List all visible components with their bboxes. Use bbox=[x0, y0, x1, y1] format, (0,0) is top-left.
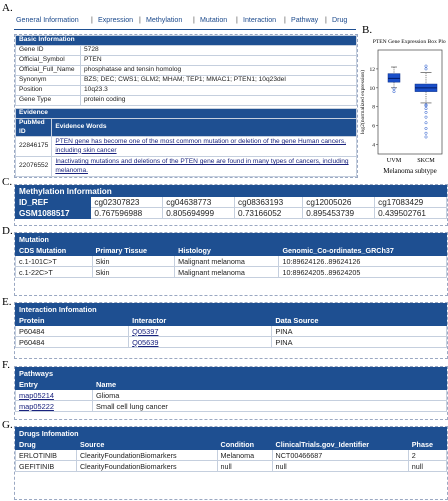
basic-info-key: Position bbox=[16, 86, 81, 96]
chart-title: PTEN Gene Expression Box Plot bbox=[372, 39, 446, 45]
outlier-point bbox=[425, 107, 427, 109]
plot-frame bbox=[378, 50, 442, 154]
basic-info-key: Gene ID bbox=[16, 46, 81, 56]
interaction-header: Interactor bbox=[129, 315, 272, 326]
primary-tissue: Skin bbox=[92, 267, 175, 278]
interaction-header: Data Source bbox=[272, 315, 447, 326]
drug-header: Phase bbox=[408, 439, 446, 450]
evidence-text bbox=[52, 157, 357, 177]
tab-general-information[interactable]: General Information bbox=[16, 16, 79, 24]
methylation-header: cg04638773 bbox=[163, 197, 235, 208]
interaction-panel bbox=[14, 302, 448, 359]
basic-info-value: 5728 bbox=[81, 46, 357, 56]
mutation-header: Genomic_Co-ordinates_GRCh37 bbox=[279, 245, 447, 256]
table-row bbox=[16, 157, 357, 177]
table-row bbox=[16, 256, 447, 267]
tabs-underline bbox=[14, 29, 356, 30]
methylation-table bbox=[15, 185, 447, 219]
outlier-point bbox=[425, 127, 427, 129]
basic-info-key: Official_Symbol bbox=[16, 56, 81, 66]
interaction-table bbox=[15, 303, 447, 348]
tab-drug[interactable]: Drug bbox=[332, 16, 348, 24]
cds-mutation: c.1-101C>T bbox=[16, 256, 93, 267]
panel-label-b: B. bbox=[362, 24, 373, 36]
basic-info-value: 10q23.3 bbox=[81, 86, 357, 96]
histology: Malignant melanoma bbox=[175, 267, 279, 278]
methylation-header: cg08363193 bbox=[235, 197, 303, 208]
y-tick-label: 4 bbox=[372, 142, 375, 149]
methylation-value: 0.439502761 bbox=[375, 208, 447, 219]
outlier-point bbox=[425, 68, 427, 70]
outlier-point bbox=[425, 65, 427, 67]
y-axis-label: log2(normalized expression) bbox=[360, 69, 366, 135]
pathway-header: Entry bbox=[16, 379, 93, 390]
methylation-value: 0.73166052 bbox=[235, 208, 303, 219]
methylation-header: cg12005026 bbox=[303, 197, 375, 208]
evidence-link[interactable]: Inactivating mutations and deletions of the PTEN gene are found in many types of cancers, including melanoma. bbox=[55, 158, 349, 174]
outlier-point bbox=[425, 136, 427, 138]
tab-separator: | bbox=[284, 16, 286, 24]
methylation-title: Methylation Information bbox=[16, 186, 447, 197]
basic-info-value: protein coding bbox=[81, 96, 357, 106]
tab-separator: | bbox=[193, 16, 195, 24]
pathway-header: Name bbox=[93, 379, 447, 390]
pubmed-id: 22846175 bbox=[16, 137, 52, 157]
drug-header: Source bbox=[76, 439, 217, 450]
drug-header: Condition bbox=[217, 439, 272, 450]
drug-source: ClearityFoundationBiomarkers bbox=[76, 450, 217, 461]
basic-info-value: BZS; DEC; CWS1; GLM2; MHAM; TEP1; MMAC1; PTEN1; 10q23del bbox=[81, 76, 357, 86]
table-row bbox=[16, 401, 447, 412]
pathway-entry-cell bbox=[16, 401, 93, 412]
primary-tissue: Skin bbox=[92, 256, 175, 267]
table-row bbox=[16, 267, 447, 278]
y-tick-label: 12 bbox=[369, 66, 375, 73]
table-row bbox=[16, 450, 447, 461]
tab-expression[interactable]: Expression bbox=[98, 16, 134, 24]
tab-separator: | bbox=[325, 16, 327, 24]
pathway-name: Glioma bbox=[93, 390, 447, 401]
sample-id: GSM1088517 bbox=[16, 208, 91, 219]
pathway-table bbox=[15, 367, 447, 412]
drug-condition: Melanoma bbox=[217, 450, 272, 461]
y-tick-label: 10 bbox=[369, 85, 375, 92]
pathway-panel bbox=[14, 366, 448, 420]
evidence-col-words: Evidence Words bbox=[52, 119, 357, 137]
interaction-header: Protein bbox=[16, 315, 129, 326]
basic-info-key: Official_Full_Name bbox=[16, 66, 81, 76]
drug-panel bbox=[14, 426, 448, 500]
tab-separator: | bbox=[236, 16, 238, 24]
drug-name: GEFITINIB bbox=[16, 461, 77, 472]
x-axis-label: Melanoma subtype bbox=[383, 167, 437, 175]
evidence-link[interactable]: PTEN gene has become one of the most common mutation or deletion of the gene Human cancers, including skin cancer bbox=[55, 138, 346, 154]
genomic-coordinates: 10:89624205..89624205 bbox=[279, 267, 447, 278]
evidence-col-pubmed: PubMed ID bbox=[16, 119, 52, 137]
mutation-panel bbox=[14, 232, 448, 296]
y-tick-label: 6 bbox=[372, 123, 375, 130]
pathway-entry-link[interactable]: map05214 bbox=[19, 390, 54, 400]
outlier-point bbox=[425, 116, 427, 118]
tab-interaction[interactable]: Interaction bbox=[243, 16, 277, 24]
table-row bbox=[16, 66, 357, 76]
mutation-title: Mutation bbox=[16, 234, 447, 245]
pubmed-id: 22076552 bbox=[16, 157, 52, 177]
histology: Malignant melanoma bbox=[175, 256, 279, 267]
table-row bbox=[16, 326, 447, 337]
mutation-header: Primary Tissue bbox=[92, 245, 175, 256]
data-source: PINA bbox=[272, 337, 447, 348]
methylation-header: cg02307823 bbox=[91, 197, 163, 208]
outlier-point bbox=[425, 111, 427, 113]
table-row bbox=[16, 56, 357, 66]
panel-label-g: G. bbox=[2, 419, 13, 431]
interaction-title: Interaction Infomation bbox=[16, 304, 447, 315]
methylation-value: 0.767596988 bbox=[91, 208, 163, 219]
data-source: PINA bbox=[272, 326, 447, 337]
gene-nav-tabs bbox=[14, 16, 356, 30]
drug-condition: null bbox=[217, 461, 272, 472]
basic-info-value: PTEN bbox=[81, 56, 357, 66]
methylation-header: ID_REF bbox=[16, 197, 91, 208]
clinical-trial-id: NCT00466687 bbox=[272, 450, 408, 461]
drug-header: ClinicalTrials.gov_Identifier bbox=[272, 439, 408, 450]
interactor-link[interactable]: Q05397 bbox=[132, 326, 159, 336]
outlier-point bbox=[425, 132, 427, 134]
tab-separator: | bbox=[91, 16, 93, 24]
panel-label-c: C. bbox=[2, 176, 13, 188]
tab-pathway[interactable]: Pathway bbox=[291, 16, 319, 24]
interactor-cell bbox=[129, 326, 272, 337]
methylation-panel bbox=[14, 184, 448, 226]
basic-info-key: Synonym bbox=[16, 76, 81, 86]
expression-boxplot bbox=[358, 36, 446, 176]
expression-boxplot-panel bbox=[358, 36, 446, 176]
methylation-value: 0.805694999 bbox=[163, 208, 235, 219]
table-row bbox=[16, 208, 447, 219]
table-row bbox=[16, 96, 357, 106]
clinical-trial-id: null bbox=[272, 461, 408, 472]
panel-label-a: A. bbox=[2, 2, 13, 14]
drug-source: ClearityFoundationBiomarkers bbox=[76, 461, 217, 472]
tab-methylation[interactable]: Methylation bbox=[146, 16, 183, 24]
tab-mutation[interactable]: Mutation bbox=[200, 16, 228, 24]
evidence-table bbox=[15, 108, 357, 177]
drug-title: Drugs Infomation bbox=[16, 428, 447, 439]
evidence-title: Evidence bbox=[16, 109, 357, 119]
table-row bbox=[16, 337, 447, 348]
basic-info-table bbox=[15, 35, 357, 106]
drug-phase: null bbox=[408, 461, 446, 472]
pathway-entry-link[interactable]: map05222 bbox=[19, 401, 54, 411]
drug-table bbox=[15, 427, 447, 472]
mutation-header: Histology bbox=[175, 245, 279, 256]
mutation-table bbox=[15, 233, 447, 278]
table-row bbox=[16, 137, 357, 157]
protein-id: P60484 bbox=[16, 337, 129, 348]
pathway-entry-cell bbox=[16, 390, 93, 401]
drug-header: Drug bbox=[16, 439, 77, 450]
pathway-name: Small cell lung cancer bbox=[93, 401, 447, 412]
table-row bbox=[16, 390, 447, 401]
basic-info-title: Basic Information bbox=[16, 36, 357, 46]
x-tick-label: SKCM bbox=[417, 157, 435, 164]
table-row bbox=[16, 86, 357, 96]
drug-name: ERLOTINIB bbox=[16, 450, 77, 461]
table-row bbox=[16, 76, 357, 86]
outlier-point bbox=[425, 122, 427, 124]
panel-label-d: D. bbox=[2, 225, 13, 237]
x-tick-label: UVM bbox=[386, 157, 402, 164]
mutation-header: CDS Mutation bbox=[16, 245, 93, 256]
y-tick-label: 8 bbox=[372, 104, 375, 111]
basic-info-key: Gene Type bbox=[16, 96, 81, 106]
interactor-cell bbox=[129, 337, 272, 348]
table-row bbox=[16, 461, 447, 472]
general-information-panel bbox=[14, 34, 358, 178]
protein-id: P60484 bbox=[16, 326, 129, 337]
panel-label-f: F. bbox=[2, 359, 10, 371]
cds-mutation: c.1-22C>T bbox=[16, 267, 93, 278]
basic-info-value: phosphatase and tensin homolog bbox=[81, 66, 357, 76]
interactor-link[interactable]: Q05639 bbox=[132, 337, 159, 347]
pathway-title: Pathways bbox=[16, 368, 447, 379]
methylation-value: 0.895453739 bbox=[303, 208, 375, 219]
table-row bbox=[16, 46, 357, 56]
outlier-point bbox=[393, 90, 395, 92]
panel-label-e: E. bbox=[2, 296, 12, 308]
drug-phase: 2 bbox=[408, 450, 446, 461]
tab-separator: | bbox=[139, 16, 141, 24]
evidence-text bbox=[52, 137, 357, 157]
methylation-header: cg17083429 bbox=[375, 197, 447, 208]
genomic-coordinates: 10:89624126..89624126 bbox=[279, 256, 447, 267]
